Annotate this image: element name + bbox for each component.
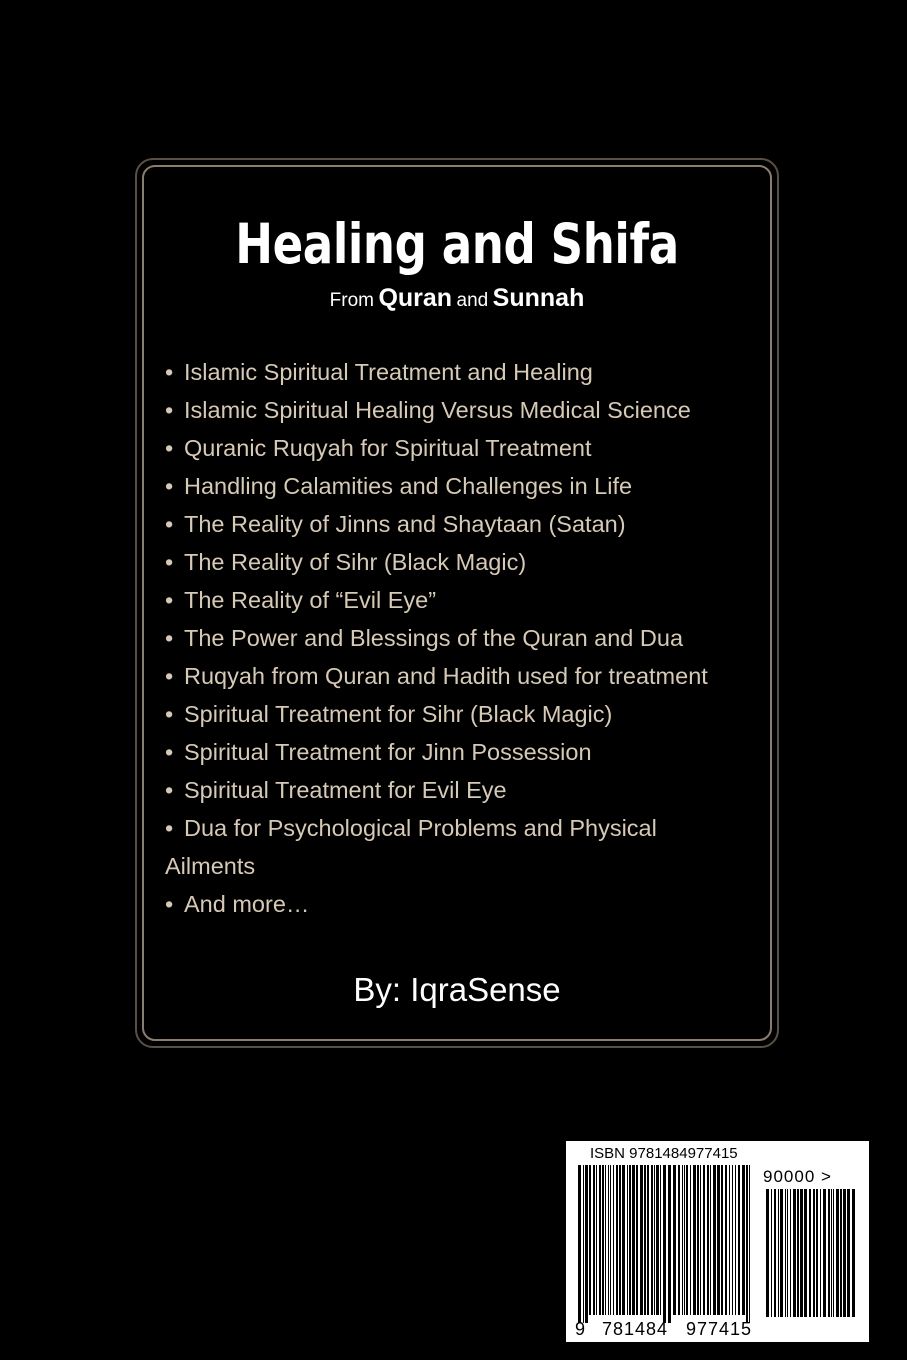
barcode-bar: [605, 1165, 606, 1315]
barcode-bar: [820, 1189, 821, 1317]
barcode-bar: [629, 1165, 631, 1315]
bullet-icon: •: [165, 625, 174, 651]
barcode-bar: [686, 1165, 688, 1315]
book-subtitle: [142, 281, 772, 319]
barcode-bar: [660, 1165, 661, 1315]
barcode-bar: [616, 1165, 618, 1315]
barcode-bar: [831, 1189, 832, 1317]
isbn-barcode: [566, 1141, 869, 1342]
barcode-bar: [780, 1189, 783, 1317]
barcode-bar: [583, 1165, 584, 1323]
bullet-icon: •: [165, 397, 174, 423]
barcode-bar: [813, 1189, 815, 1317]
feature-item: • Spiritual Treatment for Jinn Possession: [165, 733, 765, 771]
barcode-bar: [668, 1165, 671, 1323]
barcode-bar: [627, 1165, 628, 1315]
barcode-bar: [599, 1165, 601, 1315]
barcode-bar: [613, 1165, 614, 1315]
barcode-bar: [713, 1165, 716, 1315]
barcode-bar: [816, 1189, 818, 1317]
barcode-bar: [852, 1189, 855, 1317]
barcode-bar: [644, 1165, 646, 1315]
barcode-bar: [678, 1165, 680, 1315]
barcode-bar: [746, 1165, 748, 1323]
barcode-bars-addon: [764, 1189, 860, 1329]
feature-item-continuation: Ailments: [165, 853, 256, 879]
barcode-bar: [608, 1165, 609, 1315]
feature-list: [165, 353, 765, 923]
barcode-bar: [809, 1189, 811, 1317]
barcode-bar: [673, 1165, 676, 1315]
bullet-icon: •: [165, 815, 174, 841]
barcode-bar: [707, 1165, 709, 1315]
barcode-bar: [800, 1189, 803, 1317]
barcode-bar: [602, 1165, 604, 1315]
subtitle-sunnah: Sunnah: [492, 284, 585, 312]
barcode-bar: [693, 1165, 696, 1315]
barcode-bar: [717, 1165, 720, 1315]
barcode-bar: [840, 1189, 842, 1317]
subtitle-from: From: [329, 290, 374, 311]
barcode-bar: [721, 1165, 723, 1315]
feature-item: • Spiritual Treatment for Evil Eye: [165, 771, 765, 809]
author-line: By: IqraSense: [353, 971, 561, 1008]
barcode-bar: [651, 1165, 653, 1315]
bullet-icon: •: [165, 701, 174, 727]
bullet-icon: •: [165, 435, 174, 461]
barcode-bar: [778, 1189, 779, 1317]
barcode-bar: [647, 1165, 649, 1315]
feature-item: • And more…: [165, 885, 765, 923]
barcode-bar: [793, 1189, 796, 1317]
subtitle-quran: Quran: [378, 284, 453, 312]
barcode-bar: [640, 1165, 643, 1315]
barcode-bar: [804, 1189, 807, 1317]
barcode-bar: [729, 1165, 730, 1315]
bullet-icon: •: [165, 359, 174, 385]
barcode-bar: [790, 1189, 791, 1317]
feature-item: • Spiritual Treatment for Sihr (Black Magic): [165, 695, 765, 733]
barcode-bar: [656, 1165, 659, 1315]
barcode-bar: [619, 1165, 621, 1315]
barcode-bar: [843, 1189, 846, 1317]
feature-item: • Islamic Spiritual Treatment and Healing: [165, 353, 765, 391]
feature-item: • The Reality of Jinns and Shaytaan (Satan): [165, 505, 765, 543]
barcode-digit-group-1: 781484: [602, 1319, 669, 1339]
barcode-bar: [738, 1165, 740, 1315]
bullet-icon: •: [165, 739, 174, 765]
barcode-bar: [690, 1165, 691, 1315]
barcode-bar: [785, 1189, 786, 1317]
bullet-icon: •: [165, 473, 174, 499]
barcode-bar: [828, 1189, 830, 1317]
barcode-bar: [632, 1165, 635, 1315]
barcode-bar: [684, 1165, 685, 1315]
book-title: Healing and Shifa: [235, 212, 679, 276]
barcode-bar: [725, 1165, 727, 1315]
bullet-icon: •: [165, 549, 174, 575]
barcode-bar: [774, 1189, 776, 1317]
feature-item: • The Reality of Sihr (Black Magic): [165, 543, 765, 581]
barcode-bar: [749, 1165, 750, 1323]
barcode-bar: [593, 1165, 595, 1315]
bullet-icon: •: [165, 891, 174, 917]
feature-item: • Handling Calamities and Challenges in Life: [165, 467, 765, 505]
barcode-bar: [663, 1165, 666, 1323]
feature-item: • Dua for Psychological Problems and Physical: [165, 809, 765, 847]
barcode-bar: [833, 1189, 834, 1317]
barcode-bar: [585, 1165, 588, 1323]
barcode-bar: [654, 1165, 655, 1315]
barcode-bar: [697, 1165, 699, 1315]
bullet-icon: •: [165, 587, 174, 613]
barcode-bar: [578, 1165, 581, 1323]
barcode-bar: [596, 1165, 597, 1315]
barcode-bar: [700, 1165, 701, 1315]
bullet-icon: •: [165, 777, 174, 803]
barcode-bar: [610, 1165, 611, 1315]
barcode-bar: [836, 1189, 839, 1317]
barcode-bar: [682, 1165, 683, 1315]
barcode-bar: [766, 1189, 769, 1317]
barcode-bar: [742, 1165, 745, 1315]
barcode-bar: [787, 1189, 788, 1317]
bullet-icon: •: [165, 663, 174, 689]
barcode-bar: [710, 1165, 711, 1315]
subtitle-and: and: [456, 290, 489, 311]
barcode-digit-first: 9: [575, 1319, 586, 1339]
feature-item: • The Reality of “Evil Eye”: [165, 581, 765, 619]
feature-item: • Islamic Spiritual Healing Versus Medical Science: [165, 391, 765, 429]
barcode-bars-main: [576, 1165, 756, 1325]
barcode-bar: [771, 1189, 772, 1317]
feature-item: • Quranic Ruqyah for Spiritual Treatment: [165, 429, 765, 467]
barcode-bar: [797, 1189, 799, 1317]
barcode-bar: [589, 1165, 591, 1315]
barcode-bar: [703, 1165, 705, 1315]
isbn-label: ISBN 9781484977415: [590, 1145, 738, 1162]
barcode-bar: [636, 1165, 638, 1315]
feature-item: • The Power and Blessings of the Quran and Dua: [165, 619, 765, 657]
barcode-bar: [847, 1189, 850, 1317]
barcode-digit-group-2: 977415: [686, 1319, 753, 1339]
barcode-bar: [622, 1165, 625, 1315]
barcode-bar: [823, 1189, 826, 1317]
barcode-bar: [735, 1165, 736, 1315]
feature-item: • Ruqyah from Quran and Hadith used for treatment: [165, 657, 765, 695]
price-code: 90000 >: [763, 1167, 832, 1186]
bullet-icon: •: [165, 511, 174, 537]
barcode-bar: [732, 1165, 733, 1315]
